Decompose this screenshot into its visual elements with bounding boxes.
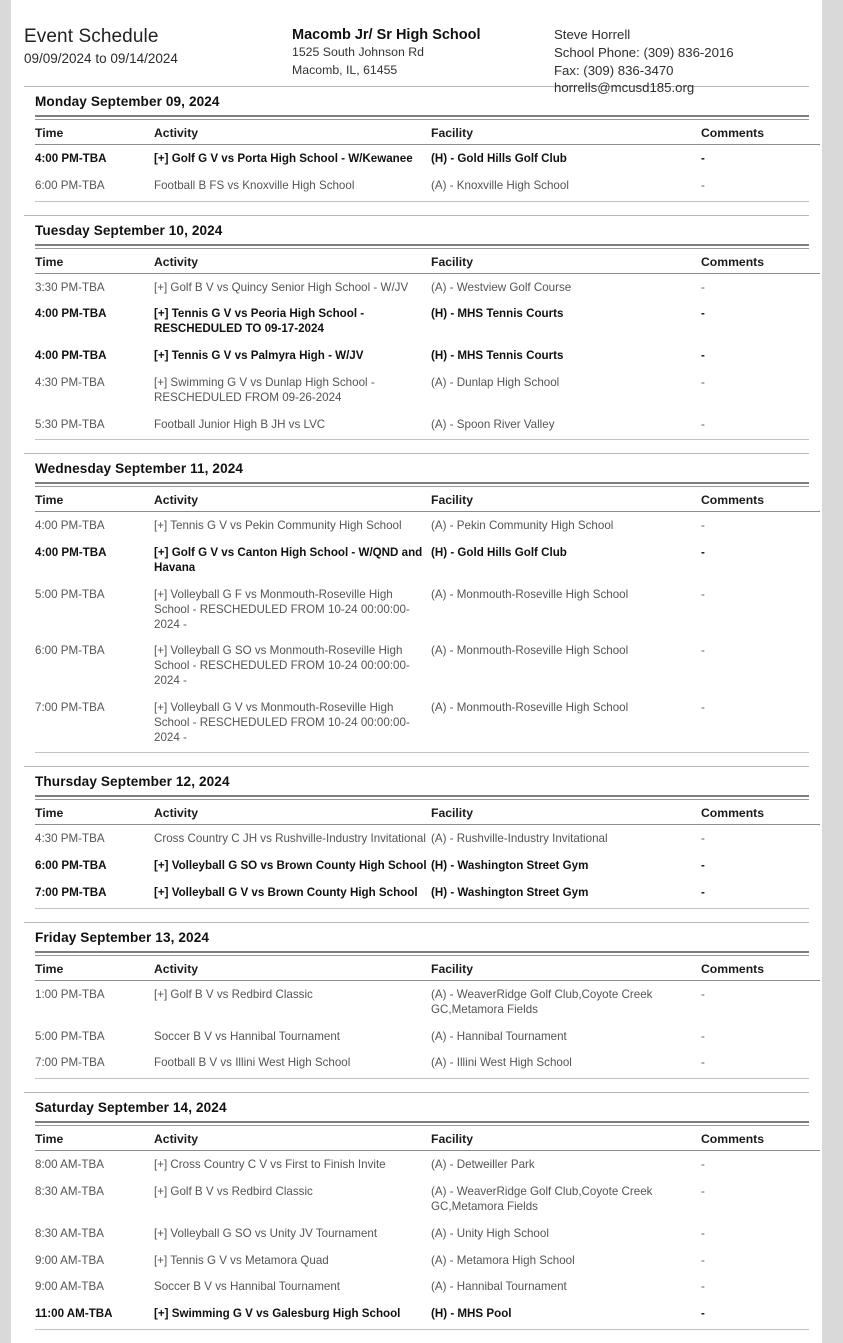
table-row	[35, 879, 820, 906]
table-row	[35, 300, 820, 342]
column-header-time: Time	[35, 1126, 154, 1151]
column-header-time: Time	[35, 249, 154, 274]
column-header-facility: Facility	[431, 800, 701, 825]
cell-time: 5:30 PM-TBA	[35, 417, 105, 431]
cell-activity: [+] Tennis G V vs Palmyra High - W/JV	[154, 349, 364, 363]
cell-time: 1:00 PM-TBA	[35, 987, 105, 1001]
contact-info-block	[554, 26, 822, 97]
cell-activity: [+] Volleyball G SO vs Unity JV Tournament	[154, 1226, 378, 1240]
table-header-row	[35, 956, 820, 981]
day-spacer	[24, 909, 809, 922]
day-section	[11, 766, 822, 921]
cell-facility: (H) - Gold Hills Golf Club	[431, 152, 567, 165]
cell-time: 9:00 AM-TBA	[35, 1280, 104, 1294]
cell-comments: -	[701, 1158, 705, 1172]
table-row	[35, 1300, 820, 1327]
cell-comments: -	[701, 280, 705, 294]
cell-activity: [+] Golf B V vs Redbird Classic	[154, 987, 313, 1001]
day-heading: Monday September 09, 2024	[35, 94, 220, 109]
day-spacer	[24, 202, 809, 215]
column-header-comments: Comments	[701, 956, 820, 981]
day-heading: Wednesday September 11, 2024	[35, 461, 244, 477]
column-header-time: Time	[35, 956, 154, 981]
column-header-time: Time	[35, 487, 154, 512]
column-header-activity: Activity	[154, 800, 431, 825]
cell-activity: [+] Swimming G V vs Dunlap High School - RESCHEDULED FROM 09-26-2024	[154, 375, 375, 404]
cell-facility: (A) - Rushville-Industry Invitational	[431, 832, 608, 846]
cell-activity: [+] Tennis G V vs Peoria High School - RESCHEDULED TO 09-17-2024	[154, 307, 365, 336]
day-section	[11, 453, 822, 766]
cell-time: 4:00 PM-TBA	[35, 519, 105, 533]
school-info-block	[292, 26, 554, 79]
table-header-row	[35, 1126, 820, 1151]
cell-facility: (A) - Westview Golf Course	[431, 280, 572, 294]
day-spacer	[24, 1330, 809, 1343]
cell-activity: Soccer B V vs Hannibal Tournament	[154, 1280, 341, 1294]
column-header-facility: Facility	[431, 120, 701, 145]
day-event-table	[35, 956, 820, 1076]
schedule-title-block	[11, 26, 292, 67]
table-row	[35, 825, 820, 852]
cell-activity: [+] Volleyball G V vs Monmouth-Roseville High School - RESCHEDULED FROM 10-24 00:00:00-2024 -	[154, 700, 410, 744]
column-header-activity: Activity	[154, 249, 431, 274]
cell-comments: -	[701, 519, 705, 533]
cell-time: 7:00 PM-TBA	[35, 700, 105, 714]
cell-comments: -	[701, 859, 705, 873]
cell-time: 8:30 AM-TBA	[35, 1226, 104, 1240]
contact-email: horrells@mcusd185.org	[554, 80, 695, 96]
day-event-table	[35, 800, 820, 905]
cell-comments: -	[701, 417, 705, 431]
cell-comments: -	[701, 1029, 705, 1043]
column-header-facility: Facility	[431, 249, 701, 274]
cell-activity: Soccer B V vs Hannibal Tournament	[154, 1029, 341, 1043]
column-header-facility: Facility	[431, 956, 701, 981]
table-row	[35, 369, 820, 411]
cell-time: 7:00 PM-TBA	[35, 886, 107, 900]
contact-name: Steve Horrell	[554, 27, 631, 42]
column-header-activity: Activity	[154, 120, 431, 145]
cell-activity: Football B V vs Illini West High School	[154, 1056, 351, 1070]
cell-time: 4:00 PM-TBA	[35, 546, 107, 560]
document-header	[11, 0, 822, 96]
cell-comments: -	[701, 700, 705, 714]
day-heading: Friday September 13, 2024	[35, 929, 210, 945]
cell-activity: [+] Cross Country C V vs First to Finish Invite	[154, 1158, 386, 1172]
table-row	[35, 145, 820, 172]
column-header-comments: Comments	[701, 487, 820, 512]
cell-activity: [+] Volleyball G SO vs Monmouth-Roseville High School - RESCHEDULED FROM 10-24 00:00:00-2024 -	[154, 644, 410, 688]
cell-facility: (A) - Monmouth-Roseville High School	[431, 644, 629, 658]
page-title: Event Schedule	[24, 26, 159, 47]
cell-comments: -	[701, 587, 705, 601]
cell-facility: (A) - Unity High School	[431, 1226, 549, 1240]
column-header-time: Time	[35, 120, 154, 145]
cell-comments: -	[701, 375, 705, 389]
cell-comments: -	[701, 307, 705, 321]
table-row	[35, 172, 820, 199]
table-row	[35, 1178, 820, 1220]
cell-time: 11:00 AM-TBA	[35, 1307, 113, 1321]
table-row	[35, 411, 820, 438]
column-header-activity: Activity	[154, 956, 431, 981]
table-row	[35, 512, 820, 539]
table-row	[35, 539, 820, 581]
table-row	[35, 342, 820, 369]
cell-activity: [+] Tennis G V vs Pekin Community High School	[154, 519, 402, 533]
day-event-table	[35, 487, 820, 750]
cell-comments: -	[701, 1226, 705, 1240]
day-event-table	[35, 249, 820, 438]
contact-fax: Fax: (309) 836-3470	[554, 62, 674, 78]
day-spacer	[24, 1079, 809, 1092]
cell-comments: -	[701, 832, 705, 846]
column-header-facility: Facility	[431, 1126, 701, 1151]
column-header-comments: Comments	[701, 800, 820, 825]
cell-facility: (A) - Spoon River Valley	[431, 417, 555, 431]
school-address-line-1: 1525 South Johnson Rd	[292, 45, 424, 60]
cell-facility: (A) - Monmouth-Roseville High School	[431, 587, 629, 601]
cell-facility: (H) - MHS Tennis Courts	[431, 307, 564, 321]
table-row	[35, 581, 820, 637]
cell-facility: (A) - Metamora High School	[431, 1253, 575, 1267]
cell-activity: Football Junior High B JH vs LVC	[154, 417, 326, 431]
table-row	[35, 1273, 820, 1300]
cell-activity: [+] Golf G V vs Canton High School - W/QND and Havana	[154, 546, 423, 575]
cell-comments: -	[701, 1307, 705, 1321]
cell-facility: (A) - Monmouth-Roseville High School	[431, 700, 629, 714]
cell-activity: Cross Country C JH vs Rushville-Industry Invitational	[154, 832, 426, 846]
column-header-comments: Comments	[701, 249, 820, 274]
cell-facility: (A) - Detweiller Park	[431, 1158, 535, 1172]
day-spacer	[24, 440, 809, 453]
column-header-activity: Activity	[154, 1126, 431, 1151]
table-row	[35, 1247, 820, 1274]
cell-comments: -	[701, 349, 705, 363]
cell-facility: (A) - Knoxville High School	[431, 178, 569, 192]
cell-activity: [+] Volleyball G F vs Monmouth-Roseville High School - RESCHEDULED FROM 10-24 00:00:00-2024 -	[154, 587, 410, 631]
cell-activity: [+] Volleyball G SO vs Brown County High School	[154, 859, 427, 873]
school-name: Macomb Jr/ Sr High School	[292, 27, 481, 43]
cell-time: 6:00 PM-TBA	[35, 178, 105, 192]
cell-activity: [+] Golf G V vs Porta High School - W/Kewanee	[154, 152, 413, 165]
table-row	[35, 852, 820, 879]
contact-phone: School Phone: (309) 836-2016	[554, 44, 734, 60]
day-section	[11, 86, 822, 215]
day-heading: Tuesday September 10, 2024	[35, 222, 223, 238]
cell-time: 5:00 PM-TBA	[35, 1029, 105, 1043]
cell-time: 4:00 PM-TBA	[35, 349, 107, 363]
cell-facility: (H) - MHS Tennis Courts	[431, 349, 564, 363]
cell-time: 7:00 PM-TBA	[35, 1056, 105, 1070]
cell-comments: -	[701, 1056, 705, 1070]
table-header-row	[35, 120, 820, 145]
cell-time: 6:00 PM-TBA	[35, 644, 105, 658]
column-header-activity: Activity	[154, 487, 431, 512]
cell-facility: (H) - Washington Street Gym	[431, 859, 589, 873]
day-event-table	[35, 1126, 820, 1327]
school-address-line-2: Macomb, IL, 61455	[292, 62, 398, 77]
table-header-row	[35, 800, 820, 825]
cell-facility: (A) - WeaverRidge Golf Club,Coyote Creek GC,Metamora Fields	[431, 987, 653, 1016]
cell-activity: [+] Tennis G V vs Metamora Quad	[154, 1253, 329, 1267]
cell-activity: [+] Golf B V vs Redbird Classic	[154, 1185, 313, 1199]
column-header-comments: Comments	[701, 1126, 820, 1151]
cell-comments: -	[701, 886, 705, 900]
cell-time: 4:00 PM-TBA	[35, 152, 107, 165]
cell-comments: -	[701, 178, 705, 192]
table-row	[35, 980, 820, 1022]
cell-facility: (H) - MHS Pool	[431, 1307, 512, 1321]
cell-facility: (A) - Pekin Community High School	[431, 519, 614, 533]
table-row	[35, 273, 820, 300]
table-row	[35, 694, 820, 750]
cell-comments: -	[701, 152, 705, 165]
cell-facility: (H) - Gold Hills Golf Club	[431, 546, 567, 560]
table-header-row	[35, 487, 820, 512]
cell-comments: -	[701, 1185, 705, 1199]
cell-facility: (A) - Dunlap High School	[431, 375, 560, 389]
cell-facility: (A) - Illini West High School	[431, 1056, 572, 1070]
cell-comments: -	[701, 644, 705, 658]
cell-activity: [+] Golf B V vs Quincy Senior High School - W/JV	[154, 280, 409, 294]
cell-comments: -	[701, 1253, 705, 1267]
column-header-comments: Comments	[701, 120, 820, 145]
cell-activity: [+] Volleyball G V vs Brown County High School	[154, 886, 418, 900]
table-row	[35, 1049, 820, 1076]
day-section	[11, 215, 822, 454]
cell-facility: (A) - WeaverRidge Golf Club,Coyote Creek GC,Metamora Fields	[431, 1185, 653, 1213]
cell-activity: [+] Swimming G V vs Galesburg High School	[154, 1307, 401, 1321]
day-spacer	[24, 753, 809, 766]
cell-facility: (A) - Hannibal Tournament	[431, 1029, 567, 1043]
cell-comments: -	[701, 546, 705, 560]
document-page	[11, 0, 822, 1343]
cell-facility: (H) - Washington Street Gym	[431, 886, 589, 900]
table-header-row	[35, 249, 820, 274]
date-range: 09/09/2024 to 09/14/2024	[24, 50, 178, 66]
cell-time: 5:00 PM-TBA	[35, 587, 105, 601]
table-row	[35, 1151, 820, 1178]
cell-time: 8:30 AM-TBA	[35, 1185, 104, 1199]
cell-activity: Football B FS vs Knoxville High School	[154, 178, 355, 192]
column-header-facility: Facility	[431, 487, 701, 512]
day-heading: Thursday September 12, 2024	[35, 774, 230, 790]
table-row	[35, 1220, 820, 1247]
cell-facility: (A) - Hannibal Tournament	[431, 1280, 567, 1294]
cell-time: 4:30 PM-TBA	[35, 832, 105, 846]
cell-comments: -	[701, 1280, 705, 1294]
cell-time: 6:00 PM-TBA	[35, 859, 107, 873]
cell-time: 3:30 PM-TBA	[35, 280, 105, 294]
cell-time: 4:30 PM-TBA	[35, 375, 105, 389]
cell-time: 9:00 AM-TBA	[35, 1253, 104, 1267]
table-row	[35, 1023, 820, 1050]
cell-comments: -	[701, 987, 705, 1001]
day-section	[11, 1092, 822, 1343]
cell-time: 4:00 PM-TBA	[35, 307, 107, 321]
column-header-time: Time	[35, 800, 154, 825]
cell-time: 8:00 AM-TBA	[35, 1158, 104, 1172]
schedule-body	[11, 86, 822, 1343]
day-section	[11, 922, 822, 1092]
table-row	[35, 637, 820, 693]
day-heading: Saturday September 14, 2024	[35, 1100, 227, 1116]
day-event-table	[35, 120, 820, 199]
